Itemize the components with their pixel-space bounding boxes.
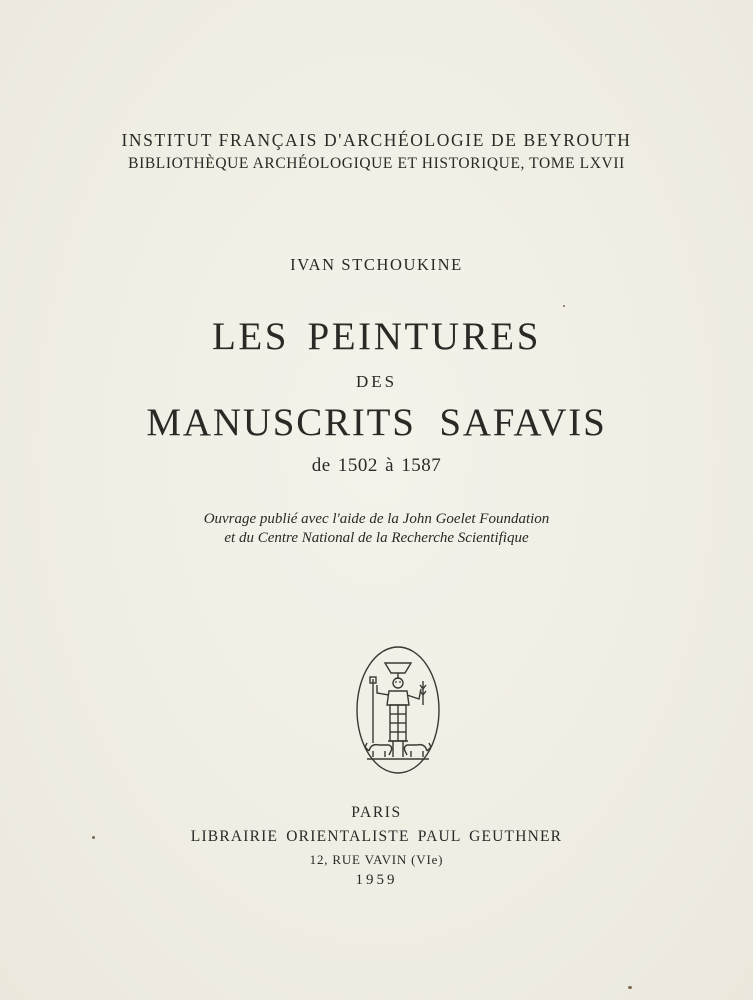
imprint-city: PARIS xyxy=(351,804,402,821)
paper-speck xyxy=(563,305,565,307)
imprint-address: 12, RUE VAVIN (VIe) xyxy=(309,852,444,867)
credit-line-1: Ouvrage publié avec l'aide de la John Goelet Foundation xyxy=(203,511,550,527)
imprint-publisher: LIBRAIRIE ORIENTALISTE PAUL GEUTHNER xyxy=(190,828,563,845)
title-subtitle: de 1502 à 1587 xyxy=(311,455,442,476)
title-connector: DES xyxy=(355,372,398,391)
series-name: BIBLIOTHÈQUE ARCHÉOLOGIQUE ET HISTORIQUE, TOME LXVII xyxy=(128,155,625,172)
seal-emblem-icon xyxy=(355,645,441,775)
paper-speck xyxy=(628,986,632,989)
institute-name: INSTITUT FRANÇAIS D'ARCHÉOLOGIE DE BEYROUTH xyxy=(121,130,632,150)
imprint-year: 1959 xyxy=(355,872,398,888)
title-line-1: LES PEINTURES xyxy=(211,315,542,358)
author-name: IVAN STCHOUKINE xyxy=(290,255,463,274)
title-line-2: MANUSCRITS SAFAVIS xyxy=(146,401,607,444)
credit-line-2: et du Centre National de la Recherche Scientifique xyxy=(224,530,529,546)
paper-speck xyxy=(92,836,95,839)
